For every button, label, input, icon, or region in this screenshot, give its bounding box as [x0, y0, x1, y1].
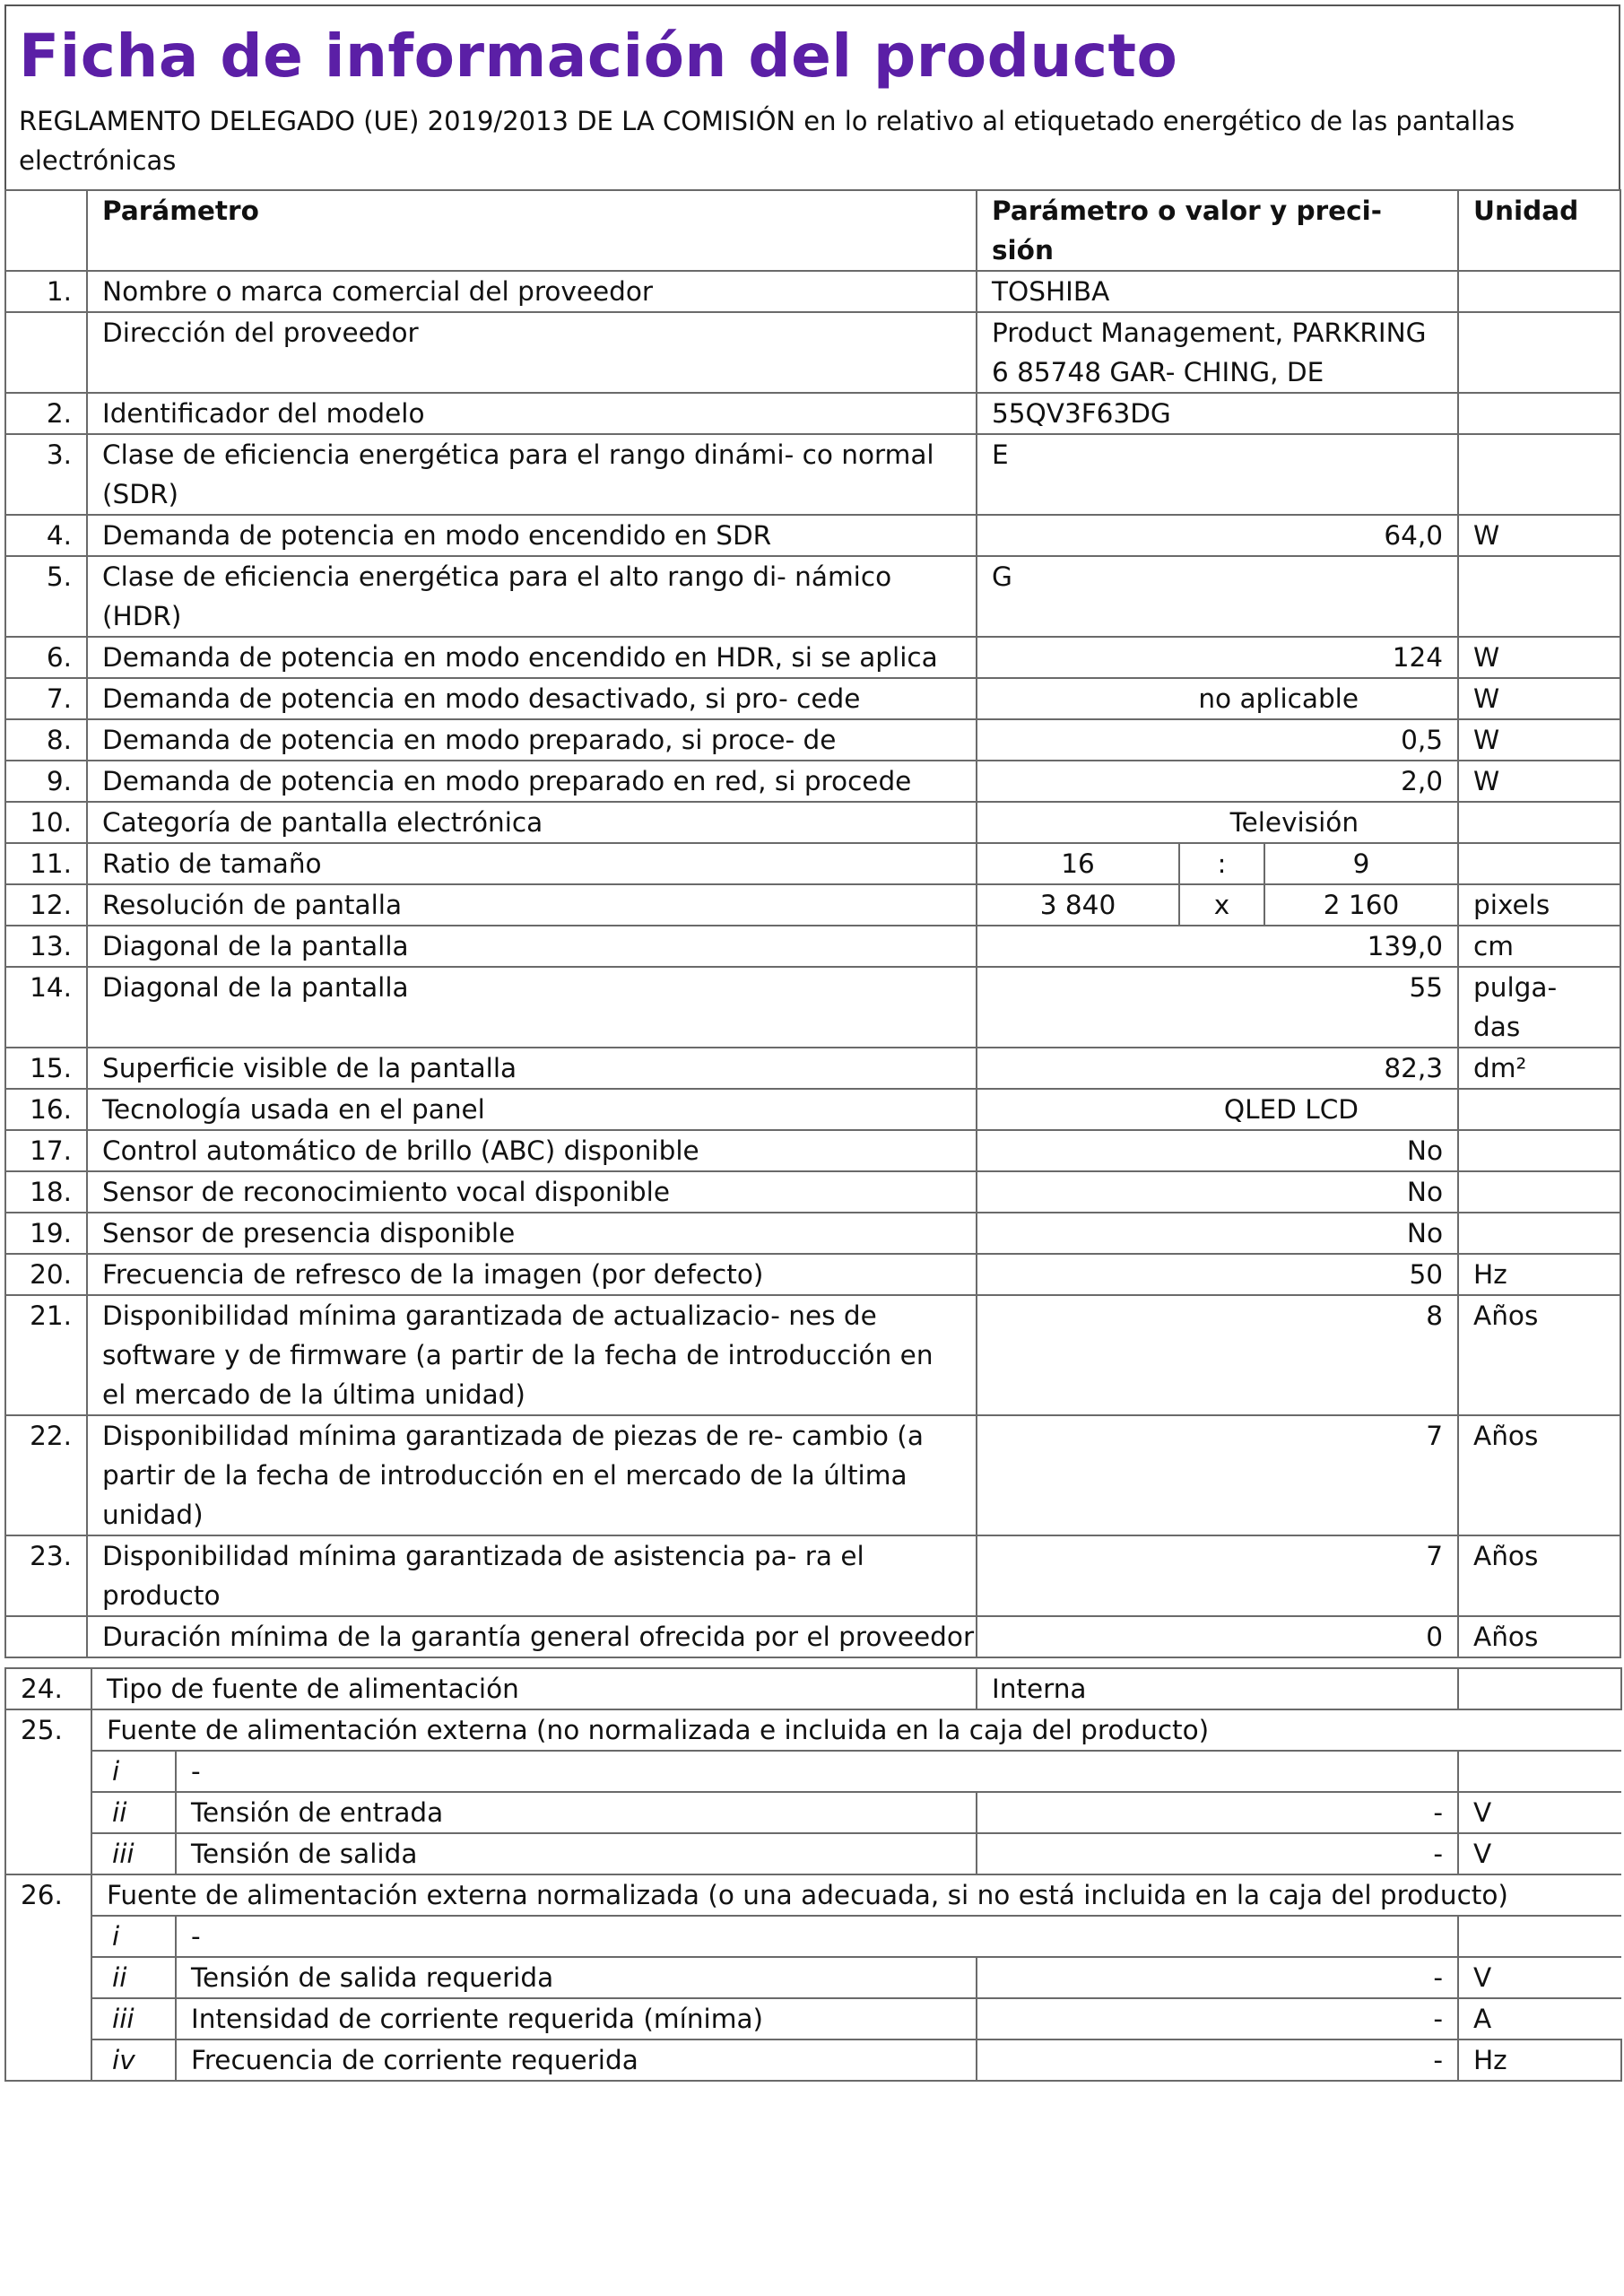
row-number-empty [5, 1792, 91, 1833]
row-label: Superficie visible de la pantalla [87, 1048, 977, 1089]
sub-row [5, 1916, 1621, 1957]
sub-label: Tensión de salida [176, 1833, 977, 1874]
row-label: Duración mínima de la garantía general ofrecida por el proveedor [87, 1616, 977, 1657]
row-value: 7 [977, 1535, 1458, 1616]
row-unit [1458, 1089, 1620, 1130]
table-row [5, 884, 1620, 926]
row-unit: pulga- das [1458, 967, 1620, 1048]
row-value: 64,0 [977, 515, 1458, 556]
row-unit: W [1458, 678, 1620, 719]
row-value: no aplicable [977, 678, 1458, 719]
row-unit: Años [1458, 1616, 1620, 1657]
row-label: Demanda de potencia en modo preparado, si proce- de [87, 719, 977, 761]
table-row [5, 271, 1620, 312]
sub-row [5, 1957, 1621, 1998]
row-number: 19. [5, 1213, 87, 1254]
row-number [5, 312, 87, 393]
row-value: Interna [977, 1668, 1458, 1709]
sub-value: - [977, 2039, 1458, 2081]
sub-unit: V [1458, 1833, 1621, 1874]
row-number-empty [5, 1998, 91, 2039]
row-number-empty [5, 1957, 91, 1998]
sub-row [5, 2039, 1621, 2081]
row-number-empty [5, 2039, 91, 2081]
table-row [5, 312, 1620, 393]
row-label: Identificador del modelo [87, 393, 977, 434]
row-unit [1458, 434, 1620, 515]
row-value: 7 [977, 1415, 1458, 1535]
row-label: Sensor de reconocimiento vocal disponible [87, 1171, 977, 1213]
row-number: 11. [5, 843, 87, 884]
row-unit: W [1458, 637, 1620, 678]
row-number: 21. [5, 1295, 87, 1415]
table-row [5, 1130, 1620, 1171]
row-number: 8. [5, 719, 87, 761]
sub-row [5, 1833, 1621, 1874]
row-value: 2,0 [977, 761, 1458, 802]
row-value: 8 [977, 1295, 1458, 1415]
row-label: Clase de eficiencia energética para el alto rango di- námico (HDR) [87, 556, 977, 637]
row-label: Demanda de potencia en modo preparado en red, si procede [87, 761, 977, 802]
row-value: 50 [977, 1254, 1458, 1295]
row-unit: pixels [1458, 884, 1620, 926]
table-row [5, 637, 1620, 678]
sheet-header [4, 4, 1620, 189]
power-supply-table [4, 1667, 1622, 2082]
table-row [5, 678, 1620, 719]
table-row [5, 556, 1620, 637]
table-row [5, 1048, 1620, 1089]
product-information-sheet [4, 4, 1620, 2082]
row-unit [1458, 271, 1620, 312]
row-label: Diagonal de la pantalla [87, 926, 977, 967]
header-value: Parámetro o valor y preci- sión [977, 190, 1458, 271]
row-unit [1458, 802, 1620, 843]
row-number: 9. [5, 761, 87, 802]
row-label: Demanda de potencia en modo encendido en SDR [87, 515, 977, 556]
row-value: Product Management, PARKRING 6 85748 GAR- CHING, DE [977, 312, 1458, 393]
row-number: 12. [5, 884, 87, 926]
table-row [5, 434, 1620, 515]
sub-label: Frecuencia de corriente requerida [176, 2039, 977, 2081]
row-label: Ratio de tamaño [87, 843, 977, 884]
table-row [5, 1213, 1620, 1254]
table-row [5, 393, 1620, 434]
roman-numeral: ii [91, 1957, 176, 1998]
row-unit [1458, 1668, 1621, 1709]
row-number-empty [5, 1751, 91, 1792]
table-row [5, 1254, 1620, 1295]
row-value: E [977, 434, 1458, 515]
roman-numeral: i [91, 1751, 176, 1792]
table-row [5, 1535, 1620, 1616]
row-value: 55 [977, 967, 1458, 1048]
sub-unit [1458, 1916, 1621, 1957]
row-number: 26. [5, 1874, 91, 1916]
row-number: 25. [5, 1709, 91, 1751]
row-number-empty [5, 1833, 91, 1874]
regulation-subtitle: REGLAMENTO DELEGADO (UE) 2019/2013 DE LA COMISIÓN en lo relativo al etiquetado energético de las pantallas electrónicas [19, 106, 1515, 176]
row-label: Disponibilidad mínima garantizada de actualizacio- nes de software y de firmware (a partir de la fecha de introducción en el mercado de la última unidad) [87, 1295, 977, 1415]
row-label: Dirección del proveedor [87, 312, 977, 393]
header-parameter: Parámetro [87, 190, 977, 271]
row-value-separator: x [1179, 884, 1264, 926]
row-number: 4. [5, 515, 87, 556]
row-number: 5. [5, 556, 87, 637]
row-unit [1458, 556, 1620, 637]
row-number: 22. [5, 1415, 87, 1535]
row-unit: Años [1458, 1295, 1620, 1415]
row-value-first: 16 [977, 843, 1179, 884]
row-value: 55QV3F63DG [977, 393, 1458, 434]
sub-row [5, 1792, 1621, 1833]
row-value-first: 3 840 [977, 884, 1179, 926]
row-value-separator: : [1179, 843, 1264, 884]
roman-numeral: i [91, 1916, 176, 1957]
power-supply-type-row [5, 1668, 1621, 1709]
roman-numeral: iii [91, 1833, 176, 1874]
row-label: Tecnología usada en el panel [87, 1089, 977, 1130]
table-row [5, 719, 1620, 761]
row-value: No [977, 1130, 1458, 1171]
row-number: 23. [5, 1535, 87, 1616]
table-row [5, 1415, 1620, 1535]
row-unit [1458, 312, 1620, 393]
sub-label: - [176, 1916, 1458, 1957]
roman-numeral: iii [91, 1998, 176, 2039]
row-value: Televisión [977, 802, 1458, 843]
table-row [5, 802, 1620, 843]
sub-value: - [977, 1792, 1458, 1833]
header-number-cell [5, 190, 87, 271]
row-value: TOSHIBA [977, 271, 1458, 312]
roman-numeral: iv [91, 2039, 176, 2081]
page-title: Ficha de información del producto [19, 22, 1178, 91]
table-row [5, 843, 1620, 884]
row-value: G [977, 556, 1458, 637]
roman-numeral: ii [91, 1792, 176, 1833]
row-unit [1458, 843, 1620, 884]
table-row [5, 1171, 1620, 1213]
row-number: 7. [5, 678, 87, 719]
row-unit: Años [1458, 1535, 1620, 1616]
row-unit: W [1458, 761, 1620, 802]
row-number: 13. [5, 926, 87, 967]
sub-value: - [977, 1957, 1458, 1998]
row-value: No [977, 1171, 1458, 1213]
row-label: Control automático de brillo (ABC) disponible [87, 1130, 977, 1171]
row-label: Frecuencia de refresco de la imagen (por defecto) [87, 1254, 977, 1295]
table-row [5, 926, 1620, 967]
table-row [5, 1295, 1620, 1415]
sub-label: Tensión de salida requerida [176, 1957, 977, 1998]
header-unit: Unidad [1458, 190, 1620, 271]
row-label: Disponibilidad mínima garantizada de piezas de re- cambio (a partir de la fecha de introducción en el mercado de la última unidad) [87, 1415, 977, 1535]
row-unit [1458, 393, 1620, 434]
sub-label: Intensidad de corriente requerida (mínima) [176, 1998, 977, 2039]
sub-unit: V [1458, 1792, 1621, 1833]
row-number-empty [5, 1916, 91, 1957]
row-number: 20. [5, 1254, 87, 1295]
external-standard-psu-row [5, 1874, 1621, 1916]
sub-unit [1458, 1751, 1621, 1792]
row-label: Demanda de potencia en modo desactivado, si pro- cede [87, 678, 977, 719]
table-row [5, 761, 1620, 802]
table-row [5, 1089, 1620, 1130]
sub-value: - [977, 1998, 1458, 2039]
row-label: Demanda de potencia en modo encendido en HDR, si se aplica [87, 637, 977, 678]
row-value: 0,5 [977, 719, 1458, 761]
sub-unit: V [1458, 1957, 1621, 1998]
row-number: 17. [5, 1130, 87, 1171]
external-non-standard-psu-row [5, 1709, 1621, 1751]
row-label: Disponibilidad mínima garantizada de asistencia pa- ra el producto [87, 1535, 977, 1616]
row-label: Categoría de pantalla electrónica [87, 802, 977, 843]
row-label: Fuente de alimentación externa normalizada (o una adecuada, si no está incluida en la caja del producto) [91, 1874, 1621, 1916]
sub-label: Tensión de entrada [176, 1792, 977, 1833]
row-value: 82,3 [977, 1048, 1458, 1089]
row-value: 139,0 [977, 926, 1458, 967]
sub-unit: A [1458, 1998, 1621, 2039]
row-value: 0 [977, 1616, 1458, 1657]
row-value-second: 9 [1264, 843, 1458, 884]
row-number: 16. [5, 1089, 87, 1130]
table-row [5, 1616, 1620, 1657]
row-unit [1458, 1171, 1620, 1213]
row-number [5, 1616, 87, 1657]
table-row [5, 967, 1620, 1048]
section-gap [4, 1658, 1620, 1667]
sub-value: - [977, 1833, 1458, 1874]
row-number: 24. [5, 1668, 91, 1709]
row-label: Sensor de presencia disponible [87, 1213, 977, 1254]
row-number: 15. [5, 1048, 87, 1089]
table-header-row [5, 190, 1620, 271]
table-row [5, 515, 1620, 556]
row-label: Nombre o marca comercial del proveedor [87, 271, 977, 312]
row-number: 10. [5, 802, 87, 843]
row-value: QLED LCD [977, 1089, 1458, 1130]
row-label: Clase de eficiencia energética para el rango dinámi- co normal (SDR) [87, 434, 977, 515]
row-number: 1. [5, 271, 87, 312]
sub-unit: Hz [1458, 2039, 1621, 2081]
parameters-table [4, 189, 1621, 1658]
row-unit: Hz [1458, 1254, 1620, 1295]
row-unit [1458, 1130, 1620, 1171]
row-number: 3. [5, 434, 87, 515]
row-number: 6. [5, 637, 87, 678]
row-number: 2. [5, 393, 87, 434]
row-number: 18. [5, 1171, 87, 1213]
sub-row [5, 1998, 1621, 2039]
row-number: 14. [5, 967, 87, 1048]
row-value: 124 [977, 637, 1458, 678]
row-value: No [977, 1213, 1458, 1254]
row-unit: W [1458, 515, 1620, 556]
sub-row [5, 1751, 1621, 1792]
row-unit: Años [1458, 1415, 1620, 1535]
row-unit: cm [1458, 926, 1620, 967]
sub-label: - [176, 1751, 1458, 1792]
row-value-second: 2 160 [1264, 884, 1458, 926]
row-label: Resolución de pantalla [87, 884, 977, 926]
row-label: Fuente de alimentación externa (no normalizada e incluida en la caja del producto) [91, 1709, 1621, 1751]
row-label: Diagonal de la pantalla [87, 967, 977, 1048]
row-unit: W [1458, 719, 1620, 761]
row-unit: dm² [1458, 1048, 1620, 1089]
row-unit [1458, 1213, 1620, 1254]
row-label: Tipo de fuente de alimentación [91, 1668, 977, 1709]
